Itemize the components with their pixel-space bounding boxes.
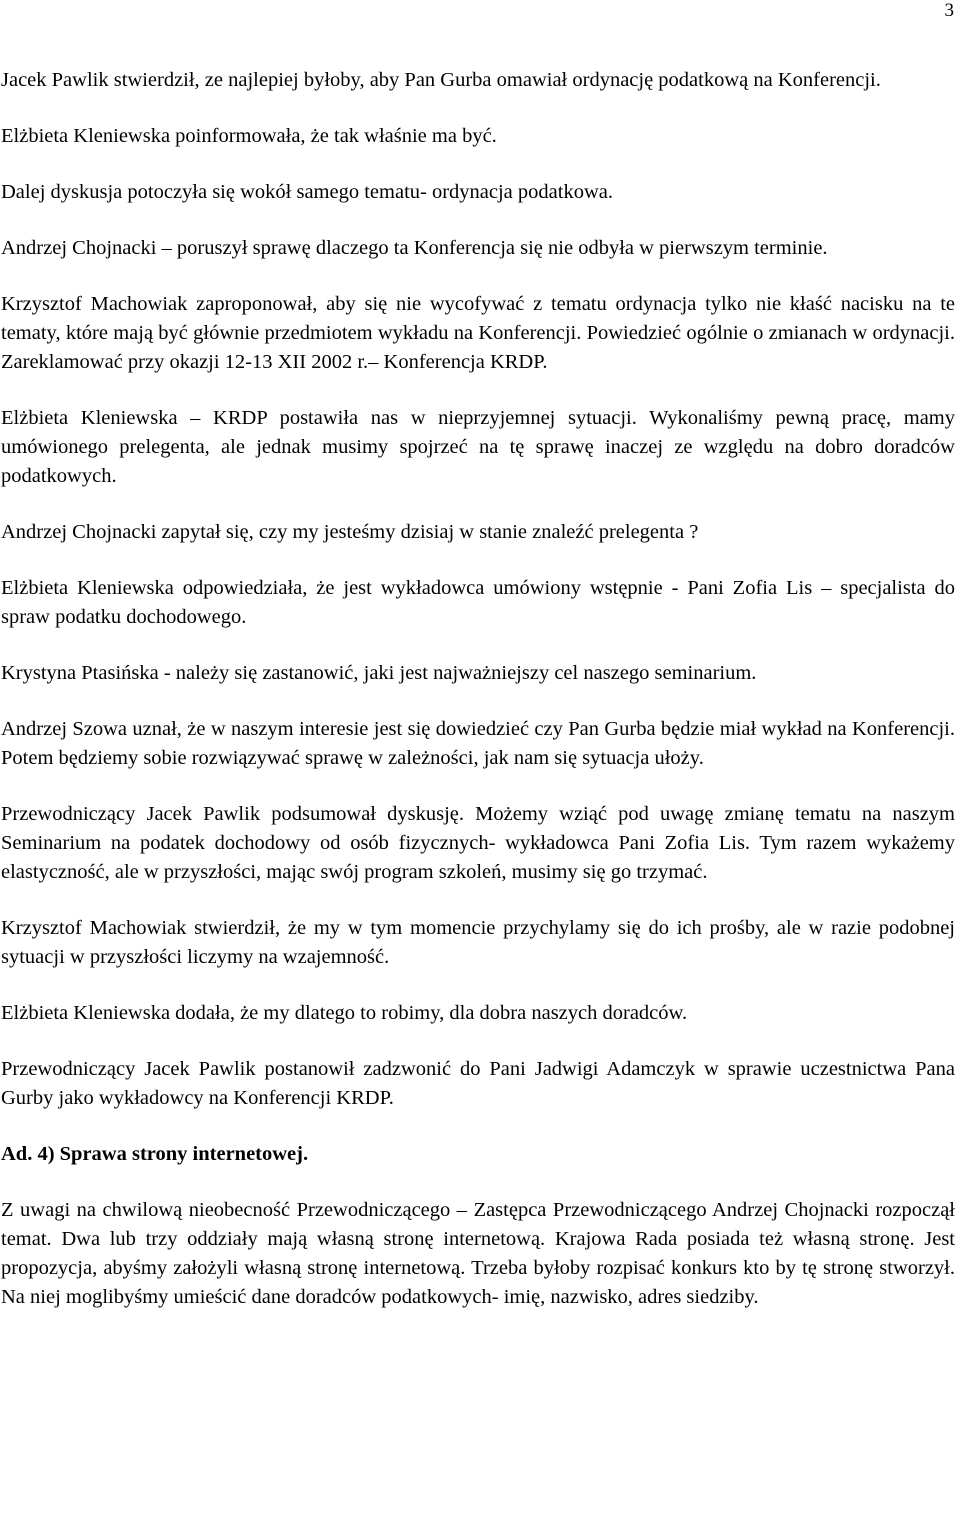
paragraph-13: Elżbieta Kleniewska dodała, że my dlatego to robimy, dla dobra naszych doradców.	[1, 1002, 688, 1024]
paragraph-4: Andrzej Chojnacki – poruszył sprawę dlaczego ta Konferencja się nie odbyła w pierwszym terminie.	[1, 237, 828, 259]
paragraph-3: Dalej dyskusja potoczyła się wokół samego tematu- ordynacja podatkowa.	[1, 181, 613, 203]
paragraph-1: Jacek Pawlik stwierdził, ze najlepiej byłoby, aby Pan Gurba omawiał ordynację podatkową na Konferencji.	[1, 69, 881, 91]
paragraph-12: Krzysztof Machowiak stwierdził, że my w tym momencie przychylamy się do ich prośby, ale w razie podobnej sytuacji w przyszłości liczymy na wzajemność.	[1, 917, 955, 968]
paragraph-5: Krzysztof Machowiak zaproponował, aby się nie wycofywać z tematu ordynacja tylko nie kłaść nacisku na te tematy, które mają być głównie przedmiotem wykładu na Konferencji. Powiedzieć ogólnie o zmianach w ordynacji. Zareklamować przy okazji 12-13 XII 2002 r.– Konferencja KRDP.	[1, 293, 955, 373]
paragraph-9: Krystyna Ptasińska - należy się zastanowić, jaki jest najważniejszy cel naszego seminarium.	[1, 662, 757, 684]
document-body	[1, 66, 955, 1336]
paragraph-11: Przewodniczący Jacek Pawlik podsumował dyskusję. Możemy wziąć pod uwagę zmianę tematu na naszym Seminarium na podatek dochodowy od osób fizycznych- wykładowca Pani Zofia Lis. Tym razem wykażemy elastyczność, ale w przyszłości, mając swój program szkoleń, musimy się go trzymać.	[1, 803, 955, 883]
section-heading: Ad. 4) Sprawa strony internetowej.	[1, 1143, 309, 1165]
section-paragraph: Z uwagi na chwilową nieobecność Przewodniczącego – Zastępca Przewodniczącego Andrzej Chojnacki rozpoczął temat. Dwa lub trzy oddziały mają własną stronę internetową. Krajowa Rada posiada też własną stronę. Jest propozycja, abyśmy założyli własną stronę internetową. Trzeba byłoby rozpisać konkurs kto by tę stronę stworzył. Na niej moglibyśmy umieścić dane doradców podatkowych- imię, nazwisko, adres siedziby.	[1, 1199, 955, 1308]
paragraph-7: Andrzej Chojnacki zapytał się, czy my jesteśmy dzisiaj w stanie znaleźć prelegenta ?	[1, 521, 699, 543]
paragraph-8: Elżbieta Kleniewska odpowiedziała, że jest wykładowca umówiony wstępnie - Pani Zofia Lis – specjalista do spraw podatku dochodowego.	[1, 577, 955, 628]
paragraph-2: Elżbieta Kleniewska poinformowała, że tak właśnie ma być.	[1, 125, 497, 147]
page-number: 3	[944, 0, 954, 21]
paragraph-10: Andrzej Szowa uznał, że w naszym interesie jest się dowiedzieć czy Pan Gurba będzie miał wykład na Konferencji. Potem będziemy sobie rozwiązywać sprawę w zależności, jak nam się sytuacja ułoży.	[1, 718, 955, 769]
paragraph-14: Przewodniczący Jacek Pawlik postanowił zadzwonić do Pani Jadwigi Adamczyk w sprawie uczestnictwa Pana Gurby jako wykładowcy na Konferencji KRDP.	[1, 1058, 955, 1109]
paragraph-6: Elżbieta Kleniewska – KRDP postawiła nas w nieprzyjemnej sytuacji. Wykonaliśmy pewną pracę, mamy umówionego prelegenta, ale jednak musimy spojrzeć na tę sprawę inaczej ze względu na dobro doradców podatkowych.	[1, 407, 955, 487]
